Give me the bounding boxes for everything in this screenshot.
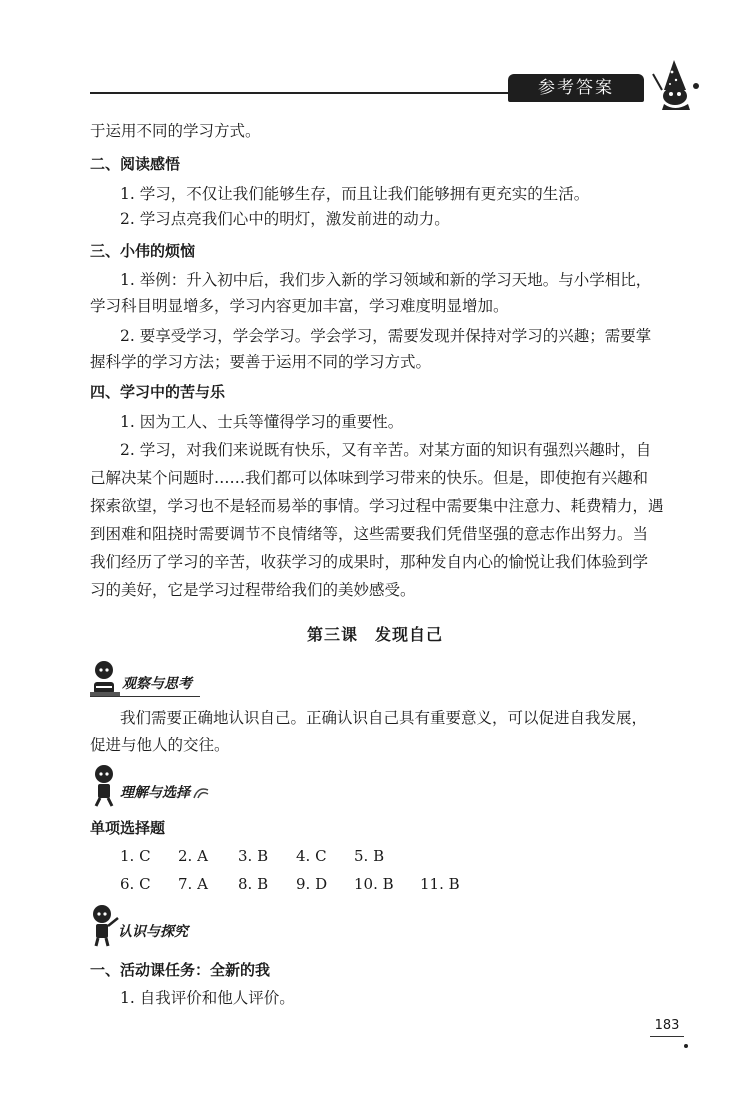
section-heading: 一、活动课任务：全新的我 [90,961,271,979]
body-line: 1. 因为工人、士兵等懂得学习的重要性。 [120,413,404,431]
body-line: 习的美好，它是学习过程带给我们的美妙感受。 [90,581,416,599]
body-line: 1. 自我评价和他人评价。 [120,989,295,1007]
answer-item: 2. A [178,847,208,865]
answer-item: 5. B [354,847,385,865]
section-heading: 四、学习中的苦与乐 [90,383,226,401]
body-line: 促进与他人的交往。 [90,736,230,754]
answer-item: 11. B [420,875,460,893]
section-label-understand: 理解与选择 [120,785,190,801]
body-line: 1. 学习，不仅让我们能够生存，而且让我们能够拥有更充实的生活。 [120,185,590,203]
answer-item: 6. C [120,875,151,893]
body-line: 于运用不同的学习方式。 [90,122,261,140]
header-tab: 参考答案 [508,74,644,102]
answers-row [120,846,414,866]
wizard-mascot-icon [652,56,702,112]
answer-item: 4. C [296,847,327,865]
body-line: 己解决某个问题时……我们都可以体味到学习带来的快乐。但是，即使抱有兴趣和 [90,469,649,487]
answer-item: 8. B [238,875,269,893]
body-line: 握科学的学习方法；要善于运用不同的学习方式。 [90,353,432,371]
page-dot [684,1044,688,1048]
answers-row [120,874,480,894]
body-line: 我们需要正确地认识自己。正确认识自己具有重要意义，可以促进自我发展， [120,709,648,727]
body-line: 我们经历了学习的辛苦，收获学习的成果时，那种发自内心的愉悦让我们体验到学 [90,553,649,571]
section-underline [90,696,200,697]
body-line: 学习科目明显增多，学习内容更加丰富，学习难度明显增加。 [90,297,509,315]
section-label-explore: 认识与探究 [118,924,188,940]
page-number: 183 [650,1018,684,1037]
section-label-observe: 观察与思考 [122,676,192,692]
body-line: 1. 举例：升入初中后，我们步入新的学习领域和新的学习天地。与小学相比， [120,271,652,289]
body-line: 2. 学习点亮我们心中的明灯，激发前进的动力。 [120,210,450,228]
body-line: 到困难和阻挠时需要调节不良情绪等，这些需要我们凭借坚强的意志作出努力。当 [90,525,649,543]
answer-item: 3. B [238,847,269,865]
section-heading: 二、阅读感悟 [90,155,181,173]
answer-item: 7. A [178,875,208,893]
subheading: 单项选择题 [90,819,166,837]
answer-item: 10. B [354,875,394,893]
body-line: 2. 学习，对我们来说既有快乐，又有辛苦。对某方面的知识有强烈兴趣时，自 [120,441,652,459]
swoosh-icon [192,784,210,800]
student-thinking-icon [88,764,124,808]
answer-item: 9. D [296,875,328,893]
answer-item: 1. C [120,847,151,865]
body-line: 探索欲望，学习也不是轻而易举的事情。学习过程中需要集中注意力、耗费精力，遇 [90,497,664,515]
header-rule [90,92,520,94]
lesson-title: 第三课 发现自己 [306,625,443,644]
section-heading: 三、小伟的烦恼 [90,242,196,260]
body-line: 2. 要享受学习，学会学习。学会学习，需要发现并保持对学习的兴趣；需要掌 [120,327,652,345]
